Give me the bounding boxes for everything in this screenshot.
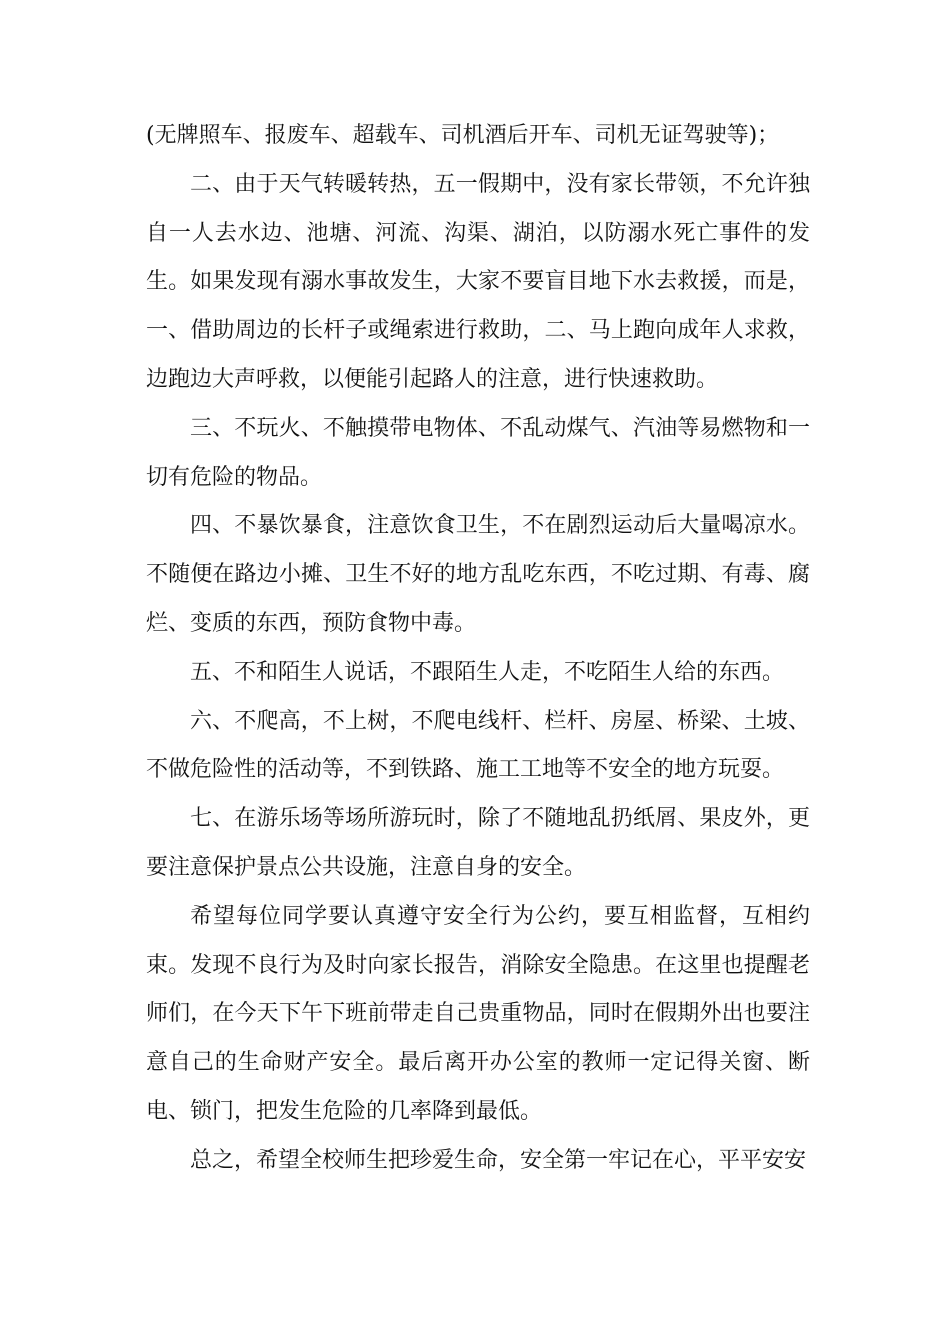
paragraph-rule-6: 六、不爬高，不上树，不爬电线杆、栏杆、房屋、桥梁、土坡、不做危险性的活动等，不到铁路、施工工地等不安全的地方玩耍。	[146, 708, 810, 783]
paragraph-rule-3: 三、不玩火、不触摸带电物体、不乱动煤气、汽油等易燃物和一切有危险的物品。	[146, 415, 810, 490]
paragraph-rule-5: 五、不和陌生人说话，不跟陌生人走，不吃陌生人给的东西。	[190, 659, 785, 685]
paragraph-conclusion: 总之，希望全校师生把珍爱生命，安全第一牢记在心，平平安安	[190, 1147, 807, 1173]
document-body	[146, 112, 810, 1186]
paragraph-appeal: 希望每位同学要认真遵守安全行为公约，要互相监督，互相约束。发现不良行为及时向家长报告，消除安全隐患。在这里也提醒老师们，在今天下午下班前带走自己贵重物品，同时在假期外出也要注意自己的生命财产安全。最后离开办公室的教师一定记得关窗、断电、锁门，把发生危险的几率降到最低。	[146, 903, 810, 1124]
paragraph-continuation: (无牌照车、报废车、超载车、司机酒后开车、司机无证驾驶等)；	[146, 123, 780, 148]
paragraph-rule-7: 七、在游乐场等场所游玩时，除了不随地乱扔纸屑、果皮外，更要注意保护景点公共设施，注意自身的安全。	[146, 806, 810, 880]
paragraph-rule-2: 二、由于天气转暖转热，五一假期中，没有家长带领，不允许独自一人去水边、池塘、河流、沟渠、湖泊，以防溺水死亡事件的发生。如果发现有溺水事故发生，大家不要盲目地下水去救援，而是，一、借助周边的长杆子或绳索进行救助，二、马上跑向成年人求救，边跑边大声呼救，以便能引起路人的注意，进行快速救助。	[146, 171, 810, 392]
paragraph-rule-4: 四、不暴饮暴食，注意饮食卫生，不在剧烈运动后大量喝凉水。不随便在路边小摊、卫生不好的地方乱吃东西，不吃过期、有毒、腐烂、变质的东西，预防食物中毒。	[146, 513, 810, 636]
